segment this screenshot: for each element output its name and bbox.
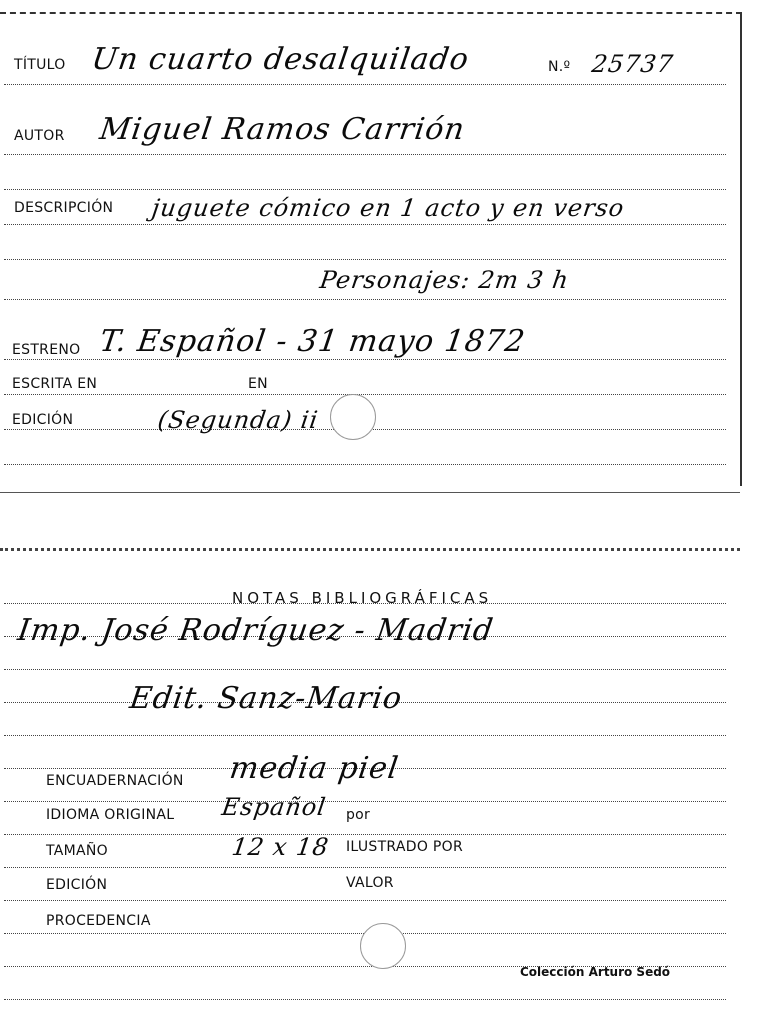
descripcion-label: DESCRIPCIÓN <box>14 200 114 216</box>
rule-line <box>4 359 726 360</box>
estreno-label: ESTRENO <box>12 342 81 358</box>
rule-line <box>4 189 726 190</box>
notas-heading: NOTAS BIBLIOGRÁFICAS <box>232 589 493 607</box>
rule-line <box>4 669 726 670</box>
ilustrado-label: ILUSTRADO POR <box>346 839 463 855</box>
rule-line <box>4 394 726 395</box>
tamano-value: 12 x 18 <box>230 833 331 861</box>
punch-hole <box>360 923 406 969</box>
rule-line <box>4 299 726 300</box>
rule-line <box>4 84 726 85</box>
rule-line <box>4 834 726 835</box>
idioma-label: IDIOMA ORIGINAL <box>46 807 175 823</box>
note-line-1: Imp. José Rodríguez - Madrid <box>15 613 496 648</box>
encuadernacion-value: media piel <box>227 751 402 786</box>
titulo-value: Un cuarto desalquilado <box>89 42 472 77</box>
autor-label: AUTOR <box>14 128 65 144</box>
rule-line <box>4 464 726 465</box>
rule-line <box>4 801 726 802</box>
punch-hole <box>330 394 376 440</box>
encuadernacion-label: ENCUADERNACIÓN <box>46 773 184 789</box>
personajes-value: Personajes: 2m 3 h <box>318 266 571 294</box>
valor-label: VALOR <box>346 875 394 891</box>
catalog-card-main <box>0 12 742 486</box>
rule-line <box>4 259 726 260</box>
rule-line <box>4 154 726 155</box>
edicion-label: EDICIÓN <box>12 412 74 428</box>
tamano-label: TAMAÑO <box>46 843 108 859</box>
titulo-label: TÍTULO <box>14 57 66 73</box>
rule-line <box>4 735 726 736</box>
edicion-value: (Segunda) ii <box>156 406 321 434</box>
idioma-value: Español <box>220 793 329 821</box>
numero-label: N.º <box>548 59 571 75</box>
rule-line <box>4 999 726 1000</box>
rule-line <box>4 224 726 225</box>
rule-line <box>4 900 726 901</box>
card-separator <box>0 492 740 493</box>
catalog-card-notes <box>0 548 740 1021</box>
rule-line <box>4 867 726 868</box>
autor-value: Miguel Ramos Carrión <box>97 112 468 147</box>
escrita-en-label: ESCRITA EN <box>12 376 98 392</box>
en-label: EN <box>248 376 268 392</box>
procedencia-label: PROCEDENCIA <box>46 913 151 929</box>
edicion-label: EDICIÓN <box>46 877 108 893</box>
collection-credit: Colección Arturo Sedó <box>520 965 671 979</box>
descripcion-value: juguete cómico en 1 acto y en verso <box>150 194 627 222</box>
estreno-value: T. Español - 31 mayo 1872 <box>97 324 528 359</box>
note-line-2: Edit. Sanz-Mario <box>127 681 405 716</box>
por-label: por <box>346 807 371 823</box>
numero-value: 25737 <box>590 50 676 78</box>
